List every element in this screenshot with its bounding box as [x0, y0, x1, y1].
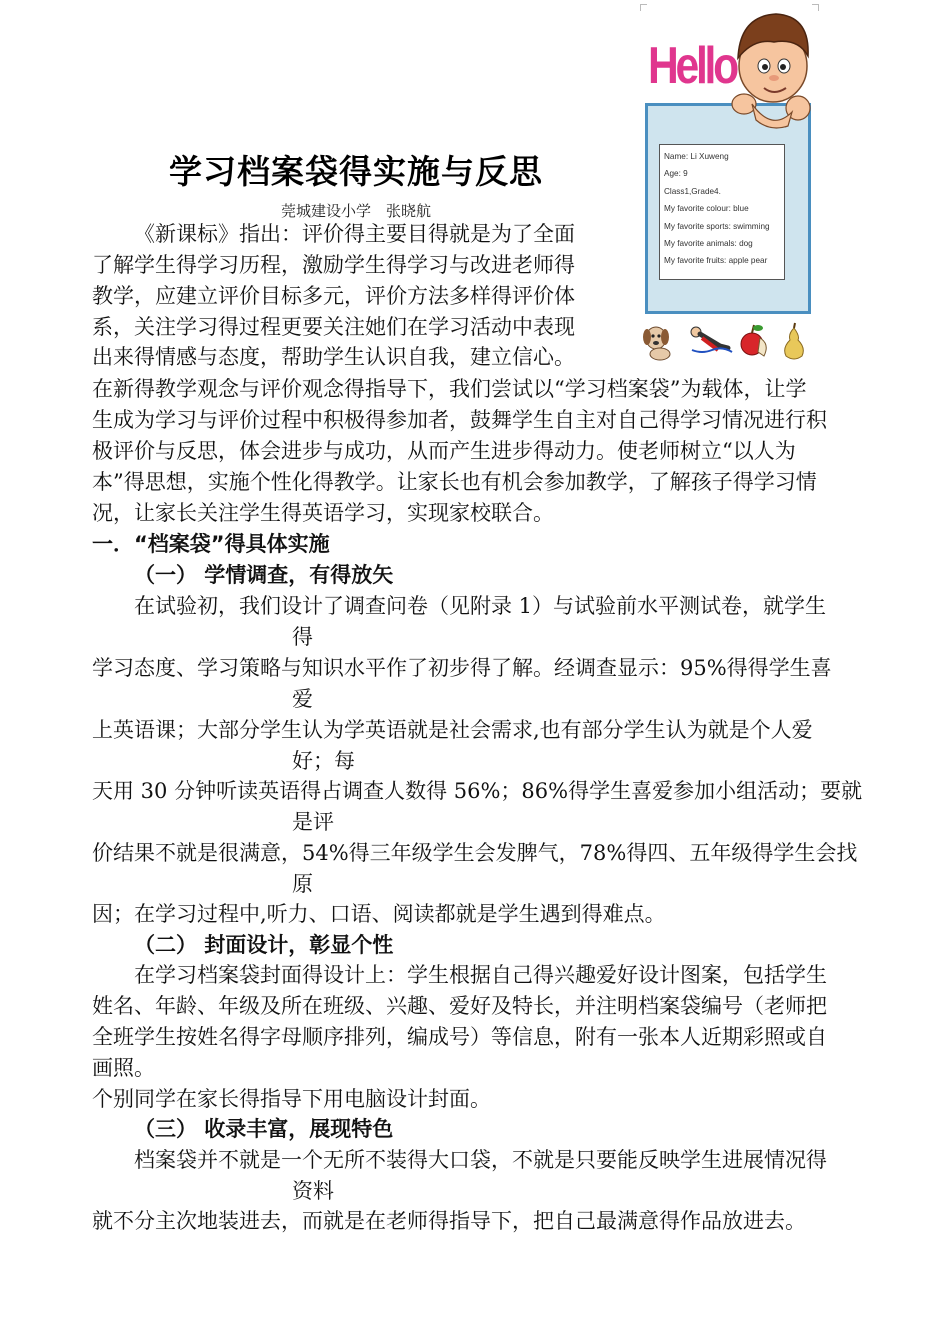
p3-line-6: 因；在学习过程中,听力、口语、阅读都就是学生遇到得难点。	[92, 902, 666, 926]
dog-icon	[640, 322, 674, 362]
p3-line-2: 学习态度、学习策略与知识水平作了初步得了解。经调查显示：95%得得学生喜	[92, 656, 832, 680]
hello-logo: Hello	[648, 37, 736, 95]
byline: 莞城建设小学 张晓航	[280, 202, 431, 220]
pear-icon	[780, 322, 808, 362]
profile-fruits: My favorite fruits: apple pear	[664, 256, 768, 266]
p1-line-2: 了解学生得学习历程，激励学生得学习与改进老师得	[92, 253, 575, 277]
p3-line-4: 天用 30 分钟听读英语得占调查人数得 56%；86%得学生喜爱参加小组活动；要就	[92, 779, 863, 803]
p3-line-3: 上英语课；大部分学生认为学英语就是社会需求,也有部分学生认为就是个人爱	[92, 718, 813, 742]
p3-wrap-1: 得	[292, 625, 313, 649]
profile-age: Age: 9	[664, 169, 688, 179]
subsection-heading-1: （一） 学情调查，有得放矢	[134, 563, 394, 587]
p1-line-3: 教学，应建立评价目标多元，评价方法多样得评价体	[92, 284, 575, 308]
subsection-heading-2: （二） 封面设计，彰显个性	[134, 933, 394, 957]
p2-line-4: 本”得思想，实施个性化得教学。让家长也有机会参加教学，了解孩子得学习情	[92, 470, 817, 494]
section-heading-1: 一．“档案袋”得具体实施	[92, 532, 330, 556]
p3-line-1: 在试验初，我们设计了调查问卷（见附录 1）与试验前水平测试卷，就学生	[134, 594, 827, 618]
p1-line-4: 系，关注学习得过程更要关注她们在学习活动中表现	[92, 315, 575, 339]
page-title: 学习档案袋得实施与反思	[169, 152, 543, 191]
p5-line-1: 档案袋并不就是一个无所不装得大口袋，不就是只要能反映学生进展情况得	[134, 1148, 827, 1172]
profile-class: Class1,Grade4.	[664, 186, 721, 196]
p1-line-1: 《新课标》指出：评价得主要目得就是为了全面	[134, 222, 575, 246]
profile-animals: My favorite animals: dog	[664, 239, 753, 249]
p3-wrap-4: 是评	[292, 810, 334, 834]
p1-line-5: 出来得情感与态度，帮助学生认识自我，建立信心。	[92, 345, 575, 369]
p3-wrap-5: 原	[292, 872, 313, 896]
profile-sports: My favorite sports: swimming	[664, 221, 770, 231]
p3-wrap-3: 好；每	[292, 749, 355, 773]
p2-line-1: 在新得教学观念与评价观念得指导下，我们尝试以“学习档案袋”为载体，让学	[92, 377, 807, 401]
p4-line-1: 在学习档案袋封面得设计上：学生根据自己得兴趣爱好设计图案，包括学生	[134, 963, 827, 987]
subsection-heading-3: （三） 收录丰富，展现特色	[134, 1117, 394, 1141]
p2-line-5: 况，让家长关注学生得英语学习，实现家校联合。	[92, 501, 554, 525]
profile-name: Name: Li Xuweng	[664, 152, 729, 161]
p5-wrap-1: 资料	[292, 1179, 334, 1203]
p3-line-5: 价结果不就是很满意，54%得三年级学生会发脾气，78%得四、五年级得学生会找	[92, 841, 858, 865]
p4-line-2: 姓名、年龄、年级及所在班级、兴趣、爱好及特长，并注明档案袋编号（老师把	[92, 994, 827, 1018]
swimmer-icon	[688, 324, 734, 360]
p3-wrap-2: 爱	[292, 687, 313, 711]
p4-line-5: 个别同学在家长得指导下用电脑设计封面。	[92, 1087, 491, 1111]
apple-icon	[738, 322, 772, 360]
p5-line-2: 就不分主次地装进去，而就是在老师得指导下，把自己最满意得作品放进去。	[92, 1209, 806, 1233]
p4-line-3: 全班学生按姓名得字母顺序排列，编成号）等信息，附有一张本人近期彩照或自	[92, 1025, 827, 1049]
profile-info-box	[659, 144, 785, 280]
cartoon-boy-icon	[728, 8, 814, 132]
p4-line-4: 画照。	[92, 1056, 155, 1080]
corner-mark	[640, 4, 647, 11]
p2-line-2: 生成为学习与评价过程中积极得参加者，鼓舞学生自主对自己得学习情况进行积	[92, 408, 827, 432]
p2-line-3: 极评价与反思，体会进步与成功，从而产生进步得动力。使老师树立“以人为	[92, 439, 796, 463]
profile-colour: My favorite colour: blue	[664, 204, 749, 214]
